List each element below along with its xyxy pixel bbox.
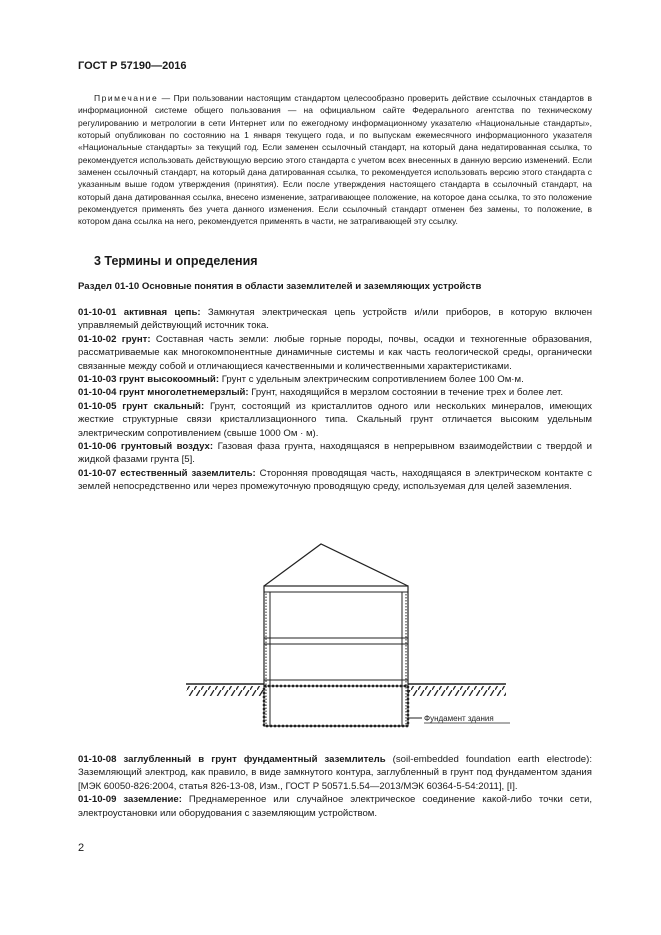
term-entry bbox=[78, 400, 592, 440]
term-name: 01-10-04 грунт многолетнемерзлый: bbox=[78, 387, 249, 399]
foundation-label: Фундамент здания bbox=[424, 714, 494, 723]
ground-hatch-left bbox=[186, 686, 264, 696]
term-definition: Газовая фаза грунта, находящаяся в непрерывном взаимодействии с твердой и жидкой фазами грунта [5]. bbox=[78, 441, 592, 466]
term-entry bbox=[78, 793, 592, 820]
page-number: 2 bbox=[78, 842, 85, 854]
term-entry bbox=[78, 333, 592, 373]
term-name: 01-10-07 естественный заземлитель: bbox=[78, 467, 256, 479]
building-diagram bbox=[180, 540, 520, 740]
term-definition: Сторонняя проводящая часть, находящаяся в электрическом контакте с землей непосредственно или через промежуточную проводящую среду, используемая для целей заземления. bbox=[78, 467, 592, 493]
term-definition: Грунт с удельным электрическим сопротивлением более 100 Ом·м. bbox=[219, 374, 524, 386]
term-entry bbox=[78, 386, 592, 399]
term-name: 01-10-03 грунт высокоомный: bbox=[78, 374, 220, 386]
ground-hatch-right bbox=[408, 686, 506, 696]
term-name: 01-10-09 заземление: bbox=[78, 794, 182, 806]
term-entry bbox=[78, 440, 592, 467]
term-definition: Замкнутая электрическая цепь устройств и/или приборов, в которую включен управляемый действующий источник тока. bbox=[78, 307, 593, 332]
term-definition: Преднамеренное или случайное электрическое соединение какой-либо точки сети, электроустановки или оборудования с заземляющим устройством. bbox=[78, 794, 592, 819]
note-label: Примечание bbox=[94, 93, 159, 103]
term-name: 01-10-02 грунт: bbox=[78, 333, 151, 345]
term-entry bbox=[78, 373, 592, 386]
note-text: — При пользовании настоящим стандартом целесообразно проверить действие ссылочных стандартов в информационной системе общего пользования — на официальном сайте Федерального агентства по техническому регулированию и метрологии в сети Интернет или по ежегодному информационному указателю «Национальные стандарты», который опубликован по состоянию на 1 января текущего года, и по выпускам ежемесячного информационного указателя «Национальные стандарты» за текущий год. Если заменен ссылочный стандарт, на который дана недатированная ссылка, то рекомендуется использовать действующую версию этого стандарта с учетом всех внесенных в данную версию изменений. Если заменен ссылочный стандарт, на который дана датированная ссылка, то рекомендуется использовать версию этого стандарта с указанным выше годом утверждения (принятия). Если после утверждения настоящего стандарта в ссылочный стандарт, на который дана датированная ссылка, внесено изменение, затрагивающее положение, на которое дана ссылка, то это положение рекомендуется применять без учета данного изменения. Если ссылочный стандарт отменен без замены, то положение, в котором дана ссылка на него, рекомендуется применять в части, не затрагивающей эту ссылку. bbox=[78, 93, 592, 227]
document-header: ГОСТ Р 57190—2016 bbox=[78, 60, 187, 72]
term-name: 01-10-06 грунтовый воздух: bbox=[78, 441, 214, 453]
term-definition: (soil-embedded foundation earth electrode): Заземляющий электрод, как правило, в виде замкнутого контура, заглубленный в грунт под фундаментом здания [МЭК 60050-826:2004, статья 826-13-08, Изм., ГОСТ Р 50571.5.54—2013/МЭК 60364-5-54:2011], [I]. bbox=[78, 754, 593, 792]
section-title: 3 Термины и определения bbox=[94, 254, 258, 268]
term-definition: Составная часть земли: любые горные породы, почвы, осадки и техногенные образования, рассматриваемые как многокомпонентные динамичные системы и как часть геологической среды, органически связанные между собой и отличающиеся качественными и количественными характеристиками. bbox=[78, 333, 592, 372]
terms-list bbox=[78, 306, 592, 494]
term-name: 01-10-01 активная цепь: bbox=[78, 307, 201, 318]
term-entry bbox=[78, 306, 592, 333]
terms-list-continued bbox=[78, 753, 592, 820]
term-entry bbox=[78, 753, 592, 793]
roof-slab bbox=[264, 586, 408, 592]
building-outline bbox=[264, 586, 408, 726]
wall-dotted-right bbox=[402, 592, 406, 726]
term-name: 01-10-08 заглубленный в грунт фундаментный заземлитель bbox=[78, 754, 386, 765]
floor-slab-upper bbox=[264, 638, 408, 644]
part-title: Раздел 01-10 Основные понятия в области заземлителей и заземляющих устройств bbox=[78, 281, 482, 292]
term-definition: Грунт, состоящий из кристаллитов одного или нескольких минералов, имеющих жесткие структурные связи кристаллизационного типа. Скальный грунт отличается высоким удельным электрическим сопротивлением (свыше 1000 Ом · м). bbox=[78, 400, 592, 439]
note-paragraph bbox=[78, 92, 592, 228]
wall-dotted-left bbox=[266, 592, 270, 726]
term-name: 01-10-05 грунт скальный: bbox=[78, 400, 205, 412]
roof-outline bbox=[264, 544, 408, 586]
term-entry bbox=[78, 467, 592, 494]
term-definition: Грунт, находящийся в мерзлом состоянии в течение трех и более лет. bbox=[248, 387, 564, 399]
foundation-earth-electrode-figure bbox=[180, 540, 520, 745]
foundation-electrode bbox=[264, 686, 408, 726]
